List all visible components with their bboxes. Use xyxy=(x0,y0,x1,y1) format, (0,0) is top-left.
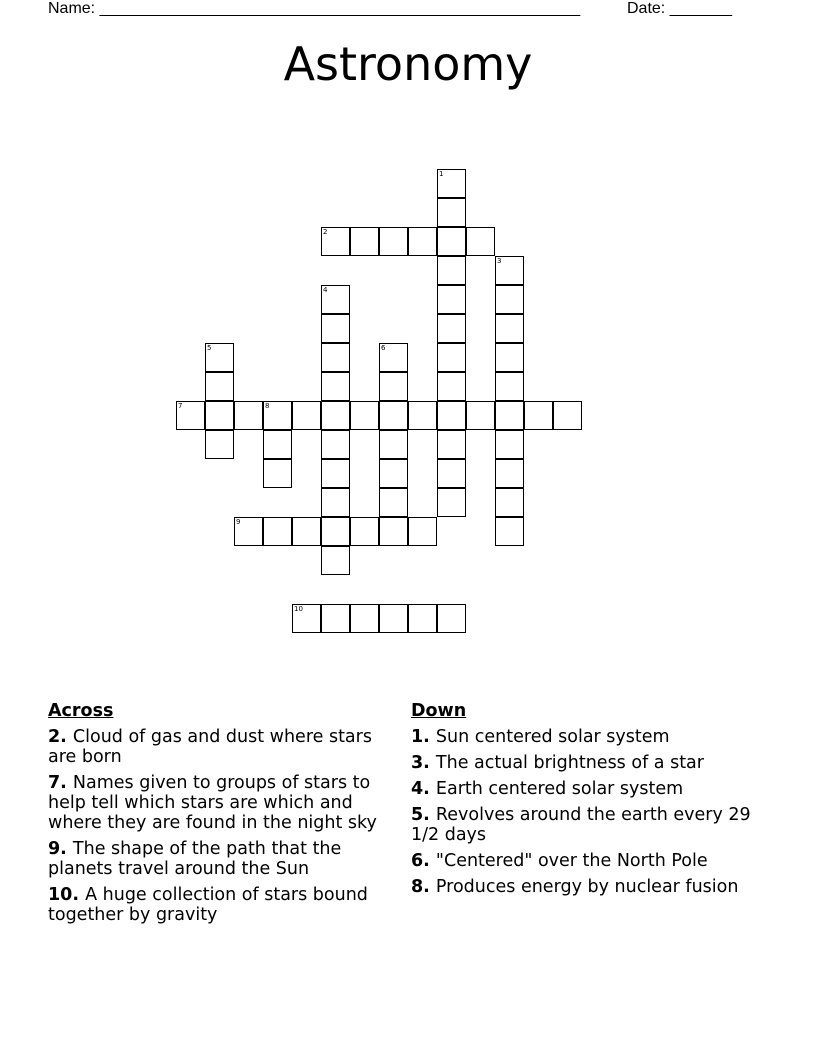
cell-number: 4 xyxy=(323,286,328,294)
crossword-cell[interactable] xyxy=(437,314,466,343)
crossword-cell[interactable] xyxy=(495,256,524,285)
crossword-cell[interactable] xyxy=(263,517,292,546)
crossword-cell[interactable] xyxy=(263,459,292,488)
crossword-cell[interactable] xyxy=(495,314,524,343)
clue-text: Earth centered solar system xyxy=(435,779,684,799)
crossword-cell[interactable] xyxy=(321,459,350,488)
clue-number: 1. xyxy=(411,727,430,747)
down-heading: Down xyxy=(411,701,467,721)
crossword-cell[interactable] xyxy=(495,285,524,314)
page-title: Astronomy xyxy=(283,37,533,91)
crossword-cell[interactable] xyxy=(495,517,524,546)
crossword-cell[interactable] xyxy=(437,401,466,430)
crossword-cell[interactable] xyxy=(205,401,234,430)
clue-text: Cloud of gas and dust where stars are born xyxy=(48,727,372,767)
crossword-cell[interactable] xyxy=(292,401,321,430)
date-field-label: Date: _______ xyxy=(627,0,732,17)
crossword-cell[interactable] xyxy=(495,372,524,401)
crossword-cell[interactable] xyxy=(437,198,466,227)
name-field-label: Name: ______________________________________________________ xyxy=(48,0,581,17)
cell-number: 7 xyxy=(178,402,183,410)
cell-number: 9 xyxy=(236,518,241,526)
clue-text: Sun centered solar system xyxy=(435,727,670,747)
cell-number: 2 xyxy=(323,228,328,236)
down-clue xyxy=(411,805,756,845)
down-clue xyxy=(411,851,756,871)
clue-text: The shape of the path that the planets travel around the Sun xyxy=(48,839,342,879)
crossword-cell[interactable] xyxy=(321,546,350,575)
crossword-cell[interactable] xyxy=(379,488,408,517)
clue-text: Revolves around the earth every 29 1/2 days xyxy=(411,805,751,845)
crossword-cell[interactable] xyxy=(379,343,408,372)
crossword-cell[interactable] xyxy=(495,430,524,459)
crossword-cell[interactable] xyxy=(263,430,292,459)
crossword-cell[interactable] xyxy=(176,401,205,430)
crossword-cell[interactable] xyxy=(321,343,350,372)
across-clue xyxy=(48,773,383,833)
clue-number: 8. xyxy=(411,877,430,897)
clue-text: The actual brightness of a star xyxy=(435,753,704,773)
down-clue xyxy=(411,877,756,897)
clue-text: Names given to groups of stars to help tell which stars are which and where they are found in the night sky xyxy=(48,773,377,833)
clue-text: A huge collection of stars bound together by gravity xyxy=(48,885,368,925)
clue-number: 4. xyxy=(411,779,430,799)
crossword-cell[interactable] xyxy=(292,604,321,633)
crossword-cell[interactable] xyxy=(466,401,495,430)
crossword-cell[interactable] xyxy=(379,517,408,546)
crossword-cell[interactable] xyxy=(205,372,234,401)
across-heading: Across xyxy=(48,701,114,721)
crossword-cell[interactable] xyxy=(321,517,350,546)
down-clue xyxy=(411,727,756,747)
clue-number: 2. xyxy=(48,727,67,747)
crossword-cell[interactable] xyxy=(466,227,495,256)
crossword-cell[interactable] xyxy=(350,401,379,430)
crossword-cell[interactable] xyxy=(321,372,350,401)
crossword-cell[interactable] xyxy=(350,604,379,633)
crossword-cell[interactable] xyxy=(437,343,466,372)
crossword-cell[interactable] xyxy=(321,401,350,430)
crossword-cell[interactable] xyxy=(437,604,466,633)
across-clue xyxy=(48,727,383,767)
crossword-cell[interactable] xyxy=(321,430,350,459)
crossword-cell[interactable] xyxy=(350,227,379,256)
crossword-cell[interactable] xyxy=(495,488,524,517)
crossword-cell[interactable] xyxy=(495,343,524,372)
crossword-cell[interactable] xyxy=(379,227,408,256)
crossword-cell[interactable] xyxy=(437,256,466,285)
clue-text: Produces energy by nuclear fusion xyxy=(435,877,739,897)
crossword-cell[interactable] xyxy=(350,517,379,546)
clue-number: 6. xyxy=(411,851,430,871)
crossword-cell[interactable] xyxy=(321,285,350,314)
clue-number: 5. xyxy=(411,805,430,825)
crossword-cell[interactable] xyxy=(205,430,234,459)
crossword-cell[interactable] xyxy=(437,372,466,401)
clue-number: 7. xyxy=(48,773,67,793)
crossword-cell[interactable] xyxy=(379,372,408,401)
crossword-cell[interactable] xyxy=(321,604,350,633)
cell-number: 5 xyxy=(207,344,212,352)
clue-number: 3. xyxy=(411,753,430,773)
crossword-cell[interactable] xyxy=(408,517,437,546)
crossword-cell[interactable] xyxy=(437,459,466,488)
crossword-cell[interactable] xyxy=(524,401,553,430)
crossword-cell[interactable] xyxy=(437,227,466,256)
crossword-cell[interactable] xyxy=(292,517,321,546)
crossword-cell[interactable] xyxy=(234,517,263,546)
crossword-cell[interactable] xyxy=(263,401,292,430)
cell-number: 10 xyxy=(294,605,303,613)
crossword-cell[interactable] xyxy=(379,459,408,488)
cell-number: 8 xyxy=(265,402,270,410)
crossword-cell[interactable] xyxy=(408,604,437,633)
down-clues xyxy=(411,701,756,903)
crossword-cell[interactable] xyxy=(408,401,437,430)
crossword-cell[interactable] xyxy=(379,401,408,430)
across-clue xyxy=(48,885,383,925)
clue-number: 10. xyxy=(48,885,80,905)
crossword-cell[interactable] xyxy=(379,430,408,459)
crossword-cell[interactable] xyxy=(205,343,234,372)
clue-text: "Centered" over the North Pole xyxy=(435,851,708,871)
crossword-cell[interactable] xyxy=(437,488,466,517)
cell-number: 1 xyxy=(439,170,444,178)
crossword-cell[interactable] xyxy=(408,227,437,256)
crossword-cell[interactable] xyxy=(379,604,408,633)
cell-number: 6 xyxy=(381,344,386,352)
across-clues xyxy=(48,701,383,931)
crossword-cell[interactable] xyxy=(321,227,350,256)
crossword-cell[interactable] xyxy=(321,488,350,517)
down-clue xyxy=(411,779,756,799)
clue-number: 9. xyxy=(48,839,67,859)
crossword-cell[interactable] xyxy=(437,430,466,459)
down-clue xyxy=(411,753,756,773)
crossword-cell[interactable] xyxy=(437,285,466,314)
crossword-cell[interactable] xyxy=(234,401,263,430)
across-clue xyxy=(48,839,383,879)
crossword-cell[interactable] xyxy=(437,169,466,198)
crossword-cell[interactable] xyxy=(495,459,524,488)
crossword-cell[interactable] xyxy=(495,401,524,430)
crossword-cell[interactable] xyxy=(321,314,350,343)
crossword-cell[interactable] xyxy=(553,401,582,430)
cell-number: 3 xyxy=(497,257,502,265)
